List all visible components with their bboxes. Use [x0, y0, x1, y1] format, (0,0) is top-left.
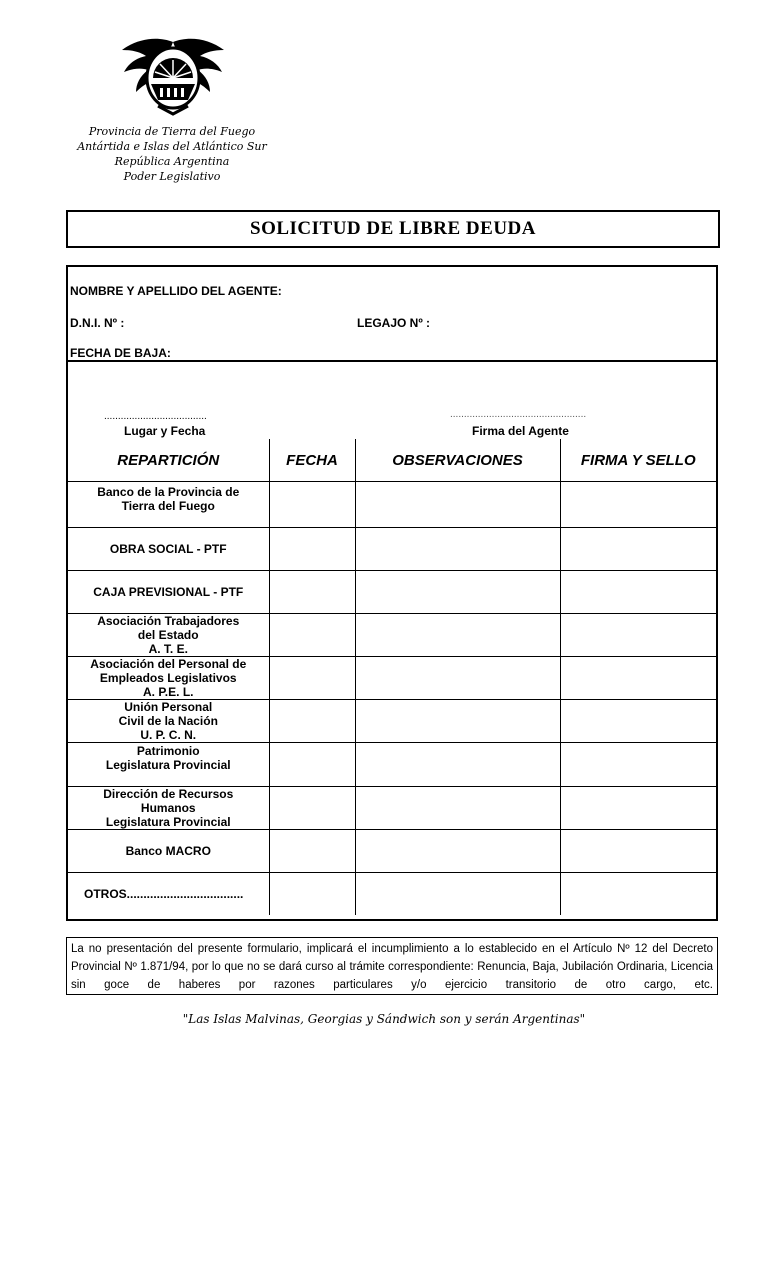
- reparticion-text: Patrimonio: [136, 744, 200, 758]
- firma-sello-cell[interactable]: [560, 571, 716, 614]
- firma-sello-cell[interactable]: [560, 873, 716, 916]
- reparticion-text: CAJA PREVISIONAL - PTF: [93, 585, 244, 599]
- table-header-row: [68, 439, 716, 482]
- reparticion-text: A. T. E.: [148, 642, 188, 656]
- observaciones-cell[interactable]: [355, 743, 560, 787]
- header-fecha: FECHA: [269, 439, 355, 482]
- reparticion-cell: [68, 614, 269, 657]
- observaciones-cell[interactable]: [355, 830, 560, 873]
- form-title: SOLICITUD DE LIBRE DEUDA: [250, 218, 536, 239]
- fecha-cell[interactable]: [269, 873, 355, 916]
- reparticion-cell: [68, 830, 269, 873]
- reparticion-text: Tierra del Fuego: [121, 499, 215, 513]
- legal-note-text: La no presentación del presente formulario, implicará el incumplimiento a lo establecido en el Artículo Nº 12 del Decreto Provincial Nº 1.871/94, por lo que no se dará curso al trámite correspondiente: Renuncia, Baja, Jubilación Ordinaria, Licencia sin goce de haberes por razones particulares y/o ejercicio transitorio de otro cargo, etc.: [71, 943, 713, 991]
- firma-sello-cell[interactable]: [560, 830, 716, 873]
- reparticion-text: Unión Personal: [124, 700, 213, 714]
- fecha-cell[interactable]: [269, 700, 355, 743]
- reparticion-text: Humanos: [140, 801, 196, 815]
- fecha-cell[interactable]: [269, 528, 355, 571]
- reparticion-cell: [68, 787, 269, 830]
- observaciones-cell[interactable]: [355, 482, 560, 528]
- reparticion-cell: [68, 657, 269, 700]
- table-row: [68, 830, 716, 873]
- nombre-label: NOMBRE Y APELLIDO DEL AGENTE:: [70, 284, 282, 298]
- institution-header: [62, 124, 282, 184]
- observaciones-cell[interactable]: [355, 873, 560, 916]
- dni-label: D.N.I. Nº :: [70, 316, 125, 330]
- form-body: [66, 265, 718, 921]
- firma-sello-cell[interactable]: [560, 743, 716, 787]
- reparticion-text: Civil de la Nación: [118, 714, 218, 728]
- motto: "Las Islas Malvinas, Georgias y Sándwich son y serán Argentinas": [182, 1012, 586, 1026]
- institution-line: Provincia de Tierra del Fuego: [88, 125, 256, 138]
- divider: [68, 360, 716, 362]
- legajo-label: LEGAJO Nº :: [357, 316, 431, 330]
- institution-line: Antártida e Islas del Atlántico Sur: [77, 140, 267, 153]
- fecha-cell[interactable]: [269, 614, 355, 657]
- reparticion-cell: [68, 528, 269, 571]
- header-firma-sello: FIRMA Y SELLO: [560, 439, 716, 482]
- table-row: [68, 614, 716, 657]
- reparticion-text: Dirección de Recursos: [103, 787, 234, 801]
- fecha-baja-label: FECHA DE BAJA:: [70, 346, 171, 360]
- reparticion-cell: [68, 700, 269, 743]
- observaciones-cell[interactable]: [355, 571, 560, 614]
- firma-sello-cell[interactable]: [560, 614, 716, 657]
- fecha-cell[interactable]: [269, 482, 355, 528]
- reparticion-text: Banco de la Provincia de: [97, 485, 240, 499]
- reparticion-text: U. P. C. N.: [140, 728, 197, 742]
- observaciones-cell[interactable]: [355, 528, 560, 571]
- fecha-cell[interactable]: [269, 743, 355, 787]
- reparticion-text: Legislatura Provincial: [105, 758, 231, 772]
- observaciones-cell[interactable]: [355, 614, 560, 657]
- observaciones-cell[interactable]: [355, 787, 560, 830]
- fecha-cell[interactable]: [269, 830, 355, 873]
- reparticion-cell: [68, 571, 269, 614]
- table-row: [68, 528, 716, 571]
- fecha-cell[interactable]: [269, 657, 355, 700]
- form-title-box: [66, 210, 720, 248]
- reparticion-text: OBRA SOCIAL - PTF: [109, 542, 227, 556]
- lugar-fecha-dots: .....................................: [104, 411, 207, 422]
- table-row: [68, 873, 716, 916]
- table-row: [68, 657, 716, 700]
- reparticion-cell: [68, 873, 269, 916]
- reparticion-cell: [68, 482, 269, 528]
- reparticion-text: A. P.E. L.: [143, 685, 194, 699]
- fecha-cell[interactable]: [269, 571, 355, 614]
- observaciones-cell[interactable]: [355, 657, 560, 700]
- reparticion-text: Asociación del Personal de: [90, 657, 247, 671]
- reparticion-text: Legislatura Provincial: [105, 815, 231, 829]
- firma-sello-cell[interactable]: [560, 528, 716, 571]
- firma-sello-cell[interactable]: [560, 700, 716, 743]
- reparticion-cell: [68, 743, 269, 787]
- header-observaciones: OBSERVACIONES: [355, 439, 560, 482]
- reparticion-text: del Estado: [137, 628, 199, 642]
- reparticion-text: Asociación Trabajadores: [97, 614, 240, 628]
- table-row: [68, 700, 716, 743]
- header-reparticion: REPARTICIÓN: [68, 439, 269, 482]
- firma-agente-label: Firma del Agente: [472, 424, 569, 438]
- lugar-fecha-label: Lugar y Fecha: [124, 424, 206, 438]
- firma-sello-cell[interactable]: [560, 787, 716, 830]
- firma-sello-cell[interactable]: [560, 657, 716, 700]
- observaciones-cell[interactable]: [355, 700, 560, 743]
- table-row: [68, 787, 716, 830]
- firma-agente-dots: .................................................: [450, 409, 587, 420]
- firma-sello-cell[interactable]: [560, 482, 716, 528]
- institution-line: República Argentina: [114, 155, 230, 168]
- provincial-emblem-icon: [118, 34, 228, 118]
- reparticion-text: Empleados Legislativos: [99, 671, 237, 685]
- table-row: [68, 482, 716, 528]
- reparticion-text: OTROS...................................: [84, 887, 244, 901]
- clearance-table: [68, 439, 716, 915]
- table-row: [68, 743, 716, 787]
- reparticion-text: Banco MACRO: [125, 844, 211, 858]
- legal-note: [66, 937, 718, 995]
- fecha-cell[interactable]: [269, 787, 355, 830]
- table-row: [68, 571, 716, 614]
- institution-line: Poder Legislativo: [123, 170, 221, 183]
